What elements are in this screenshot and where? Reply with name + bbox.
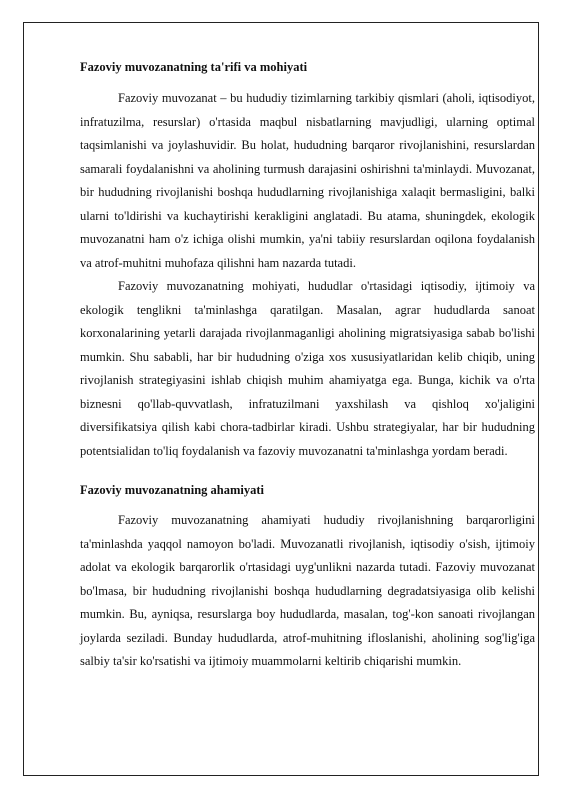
section-heading-definition: Fazoviy muvozanatning ta'rifi va mohiyati [80,60,308,74]
document-body [80,58,535,674]
paragraph: Fazoviy muvozanatning mohiyati, hududlar o'rtasidagi iqtisodiy, ijtimoiy va ekologik tenglikni ta'minlashga qaratilgan. Masalan, agrar hududlarda sanoat korxonalarining yetarli darajada rivojlanmaganligi aholining migratsiyasiga sabab bo'lishi mumkin. Shu sababli, har bir hududning o'ziga xos xususiyatlaridan kelib chiqib, uning rivojlanish strategiyasini ishlab chiqish muhim ahamiyatga ega. Bunga, kichik va o'rta biznesni qo'llab-quvvatlash, infratuzilmani yaxshilash va qishloq xo'jaligini diversifikatsiya qilish kabi chora-tadbirlar kiradi. Ushbu strategiyalar, har bir hududning potentsialidan to'liq foydalanish va fazoviy muvozanatni ta'minlashga yordam beradi. [80,279,535,458]
paragraph: Fazoviy muvozanat – bu hududiy tizimlarning tarkibiy qismlari (aholi, iqtisodiyot, infratuzilma, resurslar) o'rtasida maqbul nisbatlarning mavjudligi, ularning optimal taqsimlanishi va joylashuvidir. Bu holat, hududning barqaror rivojlanishini, resurslardan samarali foydalanishni va aholining turmush darajasini oshirishni ta'minlaydi. Muvozanat, bir hududning rivojlanishi boshqa hududlarning rivojlanishiga xalaqit bermasligini, balki ularni to'ldirishi va kuchaytirishi kerakligini anglatadi. Bu atama, shuningdek, ekologik muvozanatni ham o'z ichiga olishi mumkin, ya'ni tabiiy resurslardan oqilona foydalanish va atrof-muhitni muhofaza qilishni ham nazarda tutadi. [80,91,535,270]
paragraph: Fazoviy muvozanatning ahamiyati hududiy rivojlanishning barqarorligini ta'minlashda yaqqol namoyon bo'ladi. Muvozanatli rivojlanish, iqtisodiy o'sish, ijtimoiy adolat va ekologik barqarorlik o'rtasidagi uyg'unlikni nazarda tutadi. Fazoviy muvozanat bo'lmasa, bir hududning rivojlanishi boshqa hududlarning degradatsiyasiga olib kelishi mumkin. Bu, ayniqsa, resurslarga boy hududlarda, masalan, tog'-kon sanoati rivojlangan joylarda seziladi. Bunday hududlarda, atrof-muhitning ifloslanishi, aholining sog'lig'iga salbiy ta'sir ko'rsatishi va ijtimoiy muammolarni keltirib chiqarishi mumkin. [80,513,535,668]
section-heading-importance: Fazoviy muvozanatning ahamiyati [80,483,265,497]
